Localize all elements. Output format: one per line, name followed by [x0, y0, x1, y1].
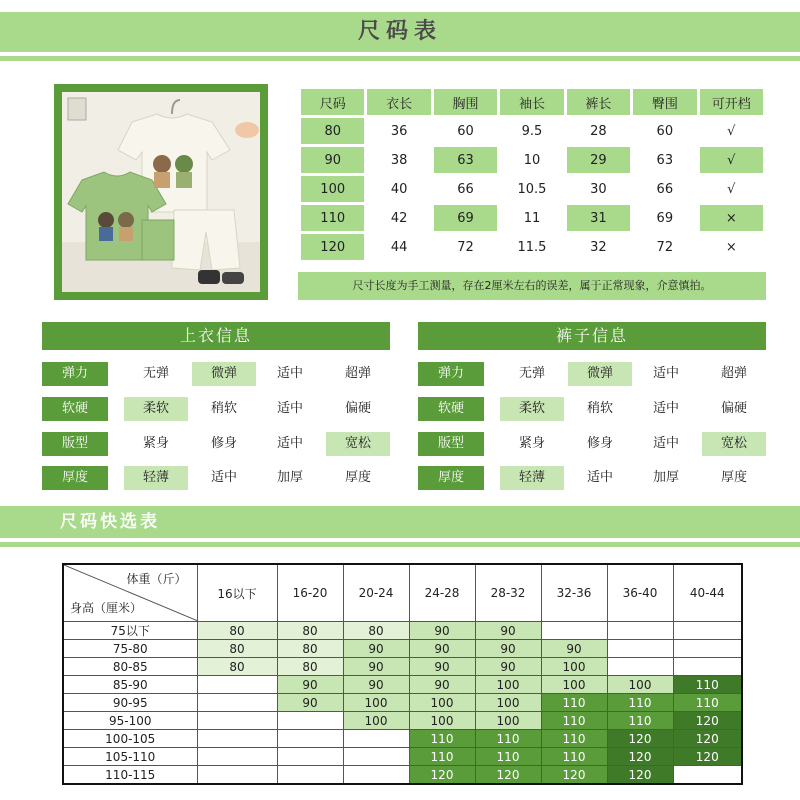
- size-cell: 44: [390, 239, 408, 255]
- weight-label: 体重（斤）: [126, 572, 187, 586]
- size-cell: 66: [457, 181, 474, 197]
- size-cell: 60: [656, 123, 674, 139]
- size-cell: 63: [434, 147, 497, 173]
- height-range: 100-105: [63, 730, 197, 748]
- option-selected: 微弹: [192, 362, 256, 386]
- pants-info-panel: [418, 322, 766, 485]
- option: 加厚: [652, 470, 679, 485]
- size-cell: 36: [390, 123, 408, 139]
- size-cell: √: [727, 123, 736, 139]
- recommended-size: [197, 694, 277, 712]
- quick-row: [63, 694, 742, 712]
- size-cell: 30: [590, 181, 607, 197]
- recommended-size: [197, 748, 277, 766]
- recommended-size: [673, 766, 742, 785]
- size-row: [301, 234, 763, 260]
- option: 厚度: [720, 470, 747, 485]
- row-label: 弹力: [418, 362, 484, 386]
- recommended-size: 110: [541, 712, 607, 730]
- recommended-size: 90: [409, 622, 475, 640]
- quick-row: [63, 730, 742, 748]
- recommended-size: 120: [409, 766, 475, 785]
- size-note: 尺寸长度为手工测量，存在2厘米左右的误差，属于正常现象，介意慎拍。: [298, 272, 766, 300]
- size-row: [301, 205, 763, 231]
- recommended-size: [197, 730, 277, 748]
- recommended-size: 90: [475, 640, 541, 658]
- top-info-panel: [42, 322, 390, 485]
- recommended-size: 120: [475, 766, 541, 785]
- recommended-size: [197, 766, 277, 785]
- option: 适中: [586, 470, 613, 485]
- recommended-size: 80: [343, 622, 409, 640]
- pants-info-title: 裤子信息: [418, 322, 766, 350]
- row-label: 软硬: [418, 397, 484, 421]
- recommended-size: 110: [475, 730, 541, 748]
- option: 厚度: [344, 470, 371, 485]
- recommended-size: [673, 658, 742, 676]
- option: 紧身: [142, 436, 169, 451]
- height-range: 95-100: [63, 712, 197, 730]
- recommended-size: 120: [673, 748, 742, 766]
- size-cell: 38: [367, 147, 430, 173]
- height-range: 110-115: [63, 766, 197, 785]
- top-info-row-elasticity: [42, 362, 390, 386]
- size-cell: 66: [656, 181, 674, 197]
- top-banner: [0, 0, 800, 64]
- recommended-size: 80: [197, 622, 277, 640]
- recommended-size: 90: [409, 658, 475, 676]
- recommended-size: 110: [409, 730, 475, 748]
- size-row: [301, 147, 763, 173]
- pants-info-row-softness: [418, 397, 766, 421]
- size-cell: 72: [656, 239, 674, 255]
- option: 稍软: [210, 401, 237, 416]
- recommended-size: 80: [277, 640, 343, 658]
- option: 无弹: [142, 366, 169, 381]
- option: 适中: [210, 470, 237, 485]
- option: 无弹: [518, 366, 545, 381]
- recommended-size: 110: [607, 694, 673, 712]
- recommended-size: 100: [343, 712, 409, 730]
- recommended-size: [343, 748, 409, 766]
- option: 适中: [652, 401, 679, 416]
- pants-info-row-thickness: [418, 466, 766, 490]
- option: 适中: [276, 436, 303, 451]
- height-range: 75-80: [63, 640, 197, 658]
- recommended-size: 100: [475, 676, 541, 694]
- recommended-size: 90: [277, 694, 343, 712]
- height-range: 85-90: [63, 676, 197, 694]
- product-illustration: [62, 92, 260, 292]
- row-label: 厚度: [418, 466, 484, 490]
- option: 稍软: [586, 401, 613, 416]
- recommended-size: 80: [277, 658, 343, 676]
- recommended-size: 120: [607, 730, 673, 748]
- quick-table-body: [63, 622, 742, 785]
- row-label: 版型: [42, 432, 108, 456]
- recommended-size: 80: [197, 658, 277, 676]
- size-table: [298, 86, 766, 263]
- height-range: 75以下: [63, 622, 197, 640]
- header-sleeve: 袖长: [500, 89, 563, 115]
- size-cell: 9.5: [521, 123, 543, 139]
- recommended-size: 90: [475, 658, 541, 676]
- height-range: 90-95: [63, 694, 197, 712]
- pants-info-row-elasticity: [418, 362, 766, 386]
- weight-column: 20-24: [343, 564, 409, 622]
- size-cell: 42: [367, 205, 430, 231]
- recommended-size: 110: [475, 748, 541, 766]
- option: 偏硬: [720, 401, 747, 416]
- size-cell: 63: [633, 147, 696, 173]
- recommended-size: 110: [541, 730, 607, 748]
- option: 适中: [276, 366, 303, 381]
- header-length: 衣长: [367, 89, 430, 115]
- weight-column: 16-20: [277, 564, 343, 622]
- size-cell: 40: [390, 181, 408, 197]
- size-cell: 72: [457, 239, 474, 255]
- recommended-size: 100: [541, 658, 607, 676]
- recommended-size: 110: [607, 712, 673, 730]
- recommended-size: 90: [409, 640, 475, 658]
- recommended-size: [197, 676, 277, 694]
- product-photo: [54, 84, 268, 300]
- page-title: 尺码表: [357, 19, 442, 44]
- height-label: 身高（厘米）: [70, 601, 143, 615]
- row-label: 软硬: [42, 397, 108, 421]
- recommended-size: 90: [343, 640, 409, 658]
- row-label: 版型: [418, 432, 484, 456]
- weight-column: 16以下: [197, 564, 277, 622]
- top-info-row-thickness: [42, 466, 390, 490]
- recommended-size: 110: [409, 748, 475, 766]
- size-row: [301, 176, 763, 202]
- recommended-size: 100: [409, 712, 475, 730]
- recommended-size: [277, 766, 343, 785]
- size-cell: √: [727, 181, 736, 197]
- corner-cell: [63, 564, 197, 622]
- top-banner-underline: [0, 56, 800, 61]
- recommended-size: 80: [197, 640, 277, 658]
- recommended-size: 100: [409, 694, 475, 712]
- weight-column: 36-40: [607, 564, 673, 622]
- quick-row: [63, 748, 742, 766]
- size-cell: 29: [567, 147, 630, 173]
- quick-row: [63, 712, 742, 730]
- option-selected: 轻薄: [500, 466, 564, 490]
- size-cell: 69: [434, 205, 497, 231]
- size-cell: 60: [457, 123, 474, 139]
- option: 偏硬: [344, 401, 371, 416]
- recommended-size: 90: [343, 676, 409, 694]
- row-label: 弹力: [42, 362, 108, 386]
- option: 紧身: [518, 436, 545, 451]
- option: 修身: [210, 436, 237, 451]
- weight-column: 24-28: [409, 564, 475, 622]
- size-cell: 31: [567, 205, 630, 231]
- size-cell: 110: [301, 205, 364, 231]
- recommended-size: [673, 640, 742, 658]
- size-cell: 80: [301, 118, 364, 144]
- recommended-size: 80: [277, 622, 343, 640]
- header-pants-length: 裤长: [567, 89, 630, 115]
- recommended-size: 110: [541, 694, 607, 712]
- size-cell: 28: [590, 123, 607, 139]
- pants-info-row-fit: [418, 432, 766, 456]
- quick-row: [63, 622, 742, 640]
- header-chest: 胸围: [434, 89, 497, 115]
- top-info-row-fit: [42, 432, 390, 456]
- size-cell: 10.5: [517, 181, 547, 197]
- quick-select-banner: [0, 506, 800, 548]
- recommended-size: 120: [673, 730, 742, 748]
- recommended-size: [607, 622, 673, 640]
- recommended-size: 100: [475, 694, 541, 712]
- size-cell: 120: [301, 234, 364, 260]
- recommended-size: 110: [541, 748, 607, 766]
- header-open-crotch: 可开档: [700, 89, 763, 115]
- option-selected: 微弹: [568, 362, 632, 386]
- recommended-size: [607, 640, 673, 658]
- quick-row: [63, 640, 742, 658]
- option: 适中: [652, 436, 679, 451]
- size-cell: 90: [301, 147, 364, 173]
- weight-column: 28-32: [475, 564, 541, 622]
- recommended-size: [277, 730, 343, 748]
- size-cell: √: [700, 147, 763, 173]
- size-cell: ×: [725, 239, 737, 255]
- quick-row: [63, 766, 742, 785]
- recommended-size: 90: [541, 640, 607, 658]
- recommended-size: [277, 712, 343, 730]
- quick-banner-underline: [0, 542, 800, 547]
- size-table-header: [301, 89, 763, 115]
- recommended-size: 110: [673, 694, 742, 712]
- option-selected: 柔软: [500, 397, 564, 421]
- option-selected: 宽松: [326, 432, 390, 456]
- recommended-size: [343, 766, 409, 785]
- quick-select-title: 尺码快选表: [60, 512, 160, 532]
- quick-header-row: [63, 564, 742, 622]
- recommended-size: 90: [409, 676, 475, 694]
- recommended-size: [343, 730, 409, 748]
- recommended-size: [607, 658, 673, 676]
- recommended-size: 90: [343, 658, 409, 676]
- option: 适中: [652, 366, 679, 381]
- recommended-size: [673, 622, 742, 640]
- size-row: [301, 118, 763, 144]
- recommended-size: 90: [475, 622, 541, 640]
- header-size: 尺码: [301, 89, 364, 115]
- option: 超弹: [720, 366, 747, 381]
- size-cell: ×: [700, 205, 763, 231]
- option-selected: 轻薄: [124, 466, 188, 490]
- size-cell: 32: [590, 239, 607, 255]
- recommended-size: [197, 712, 277, 730]
- recommended-size: 90: [277, 676, 343, 694]
- recommended-size: 100: [541, 676, 607, 694]
- size-cell: 10: [500, 147, 563, 173]
- size-cell: 11.5: [517, 239, 547, 255]
- product-photo-inner: [62, 92, 260, 292]
- option-selected: 宽松: [702, 432, 766, 456]
- recommended-size: 110: [673, 676, 742, 694]
- quick-select-table: [62, 563, 743, 785]
- quick-row: [63, 658, 742, 676]
- top-info-row-softness: [42, 397, 390, 421]
- height-range: 80-85: [63, 658, 197, 676]
- option-selected: 柔软: [124, 397, 188, 421]
- row-label: 厚度: [42, 466, 108, 490]
- recommended-size: 120: [607, 766, 673, 785]
- weight-column: 32-36: [541, 564, 607, 622]
- option: 适中: [276, 401, 303, 416]
- option: 加厚: [276, 470, 303, 485]
- recommended-size: 100: [475, 712, 541, 730]
- recommended-size: 100: [607, 676, 673, 694]
- weight-column: 40-44: [673, 564, 742, 622]
- height-range: 105-110: [63, 748, 197, 766]
- header-hip: 臀围: [633, 89, 696, 115]
- top-info-title: 上衣信息: [42, 322, 390, 350]
- size-cell: 100: [301, 176, 364, 202]
- quick-row: [63, 676, 742, 694]
- size-cell: 11: [500, 205, 563, 231]
- recommended-size: 100: [343, 694, 409, 712]
- recommended-size: 120: [607, 748, 673, 766]
- recommended-size: [541, 622, 607, 640]
- recommended-size: 120: [673, 712, 742, 730]
- option: 修身: [586, 436, 613, 451]
- option: 超弹: [344, 366, 371, 381]
- size-cell: 69: [633, 205, 696, 231]
- recommended-size: [277, 748, 343, 766]
- recommended-size: 120: [541, 766, 607, 785]
